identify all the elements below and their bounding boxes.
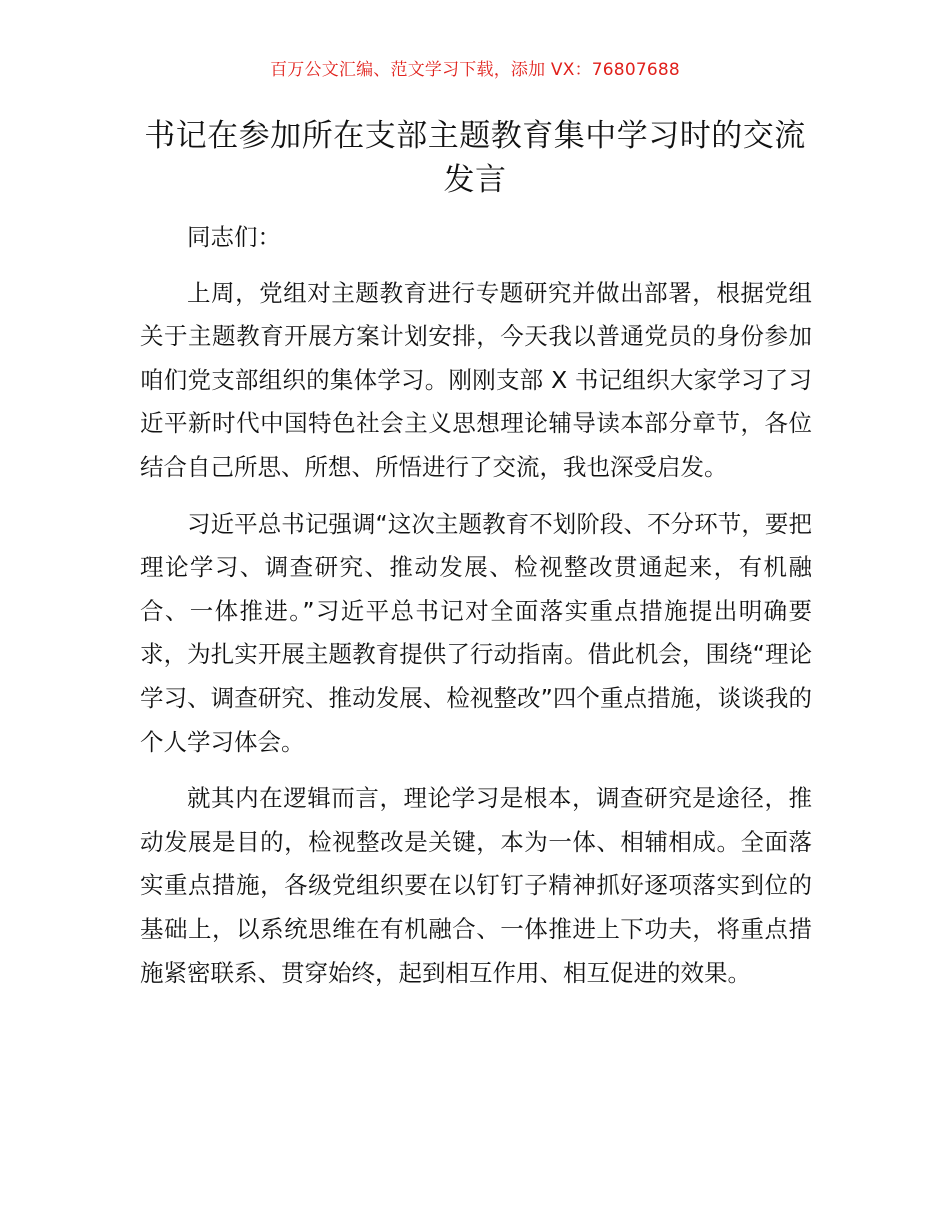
- document-body: [140, 216, 812, 1008]
- salutation: 同志们：: [187, 223, 281, 251]
- header-banner: 百万公文汇编、范文学习下载，添加 VX：76807688: [270, 60, 680, 80]
- paragraph-3: 就其内在逻辑而言，理论学习是根本，调查研究是途径，推动发展是目的，检视整改是关键，本为一体、相辅相成。全面落实重点措施，各级党组织要在以钉钉子精神抓好逐项落实到位的基础上，以系统思维在有机融合、一体推进上下功夫，将重点措施紧密联系、贯穿始终，起到相互作用、相互促进的效果。: [140, 784, 812, 987]
- paragraph-1: 上周，党组对主题教育进行专题研究并做出部署，根据党组关于主题教育开展方案计划安排，今天我以普通党员的身份参加咱们党支部组织的集体学习。刚刚支部 X 书记组织大家学习了习近平新时代中国特色社会主义思想理论辅导读本部分章节，各位结合自己所思、所想、所悟进行了交流，我也深受启发。: [140, 278, 812, 481]
- document-title: 书记在参加所在支部主题教育集中学习时的交流发言: [144, 118, 806, 198]
- paragraph-2: 习近平总书记强调“这次主题教育不划阶段、不分环节，要把理论学习、调查研究、推动发展、检视整改贯通起来，有机融合、一体推进。”习近平总书记对全面落实重点措施提出明确要求，为扎实开展主题教育提供了行动指南。借此机会，围绕“理论学习、调查研究、推动发展、检视整改”四个重点措施，谈谈我的个人学习体会。: [140, 509, 812, 756]
